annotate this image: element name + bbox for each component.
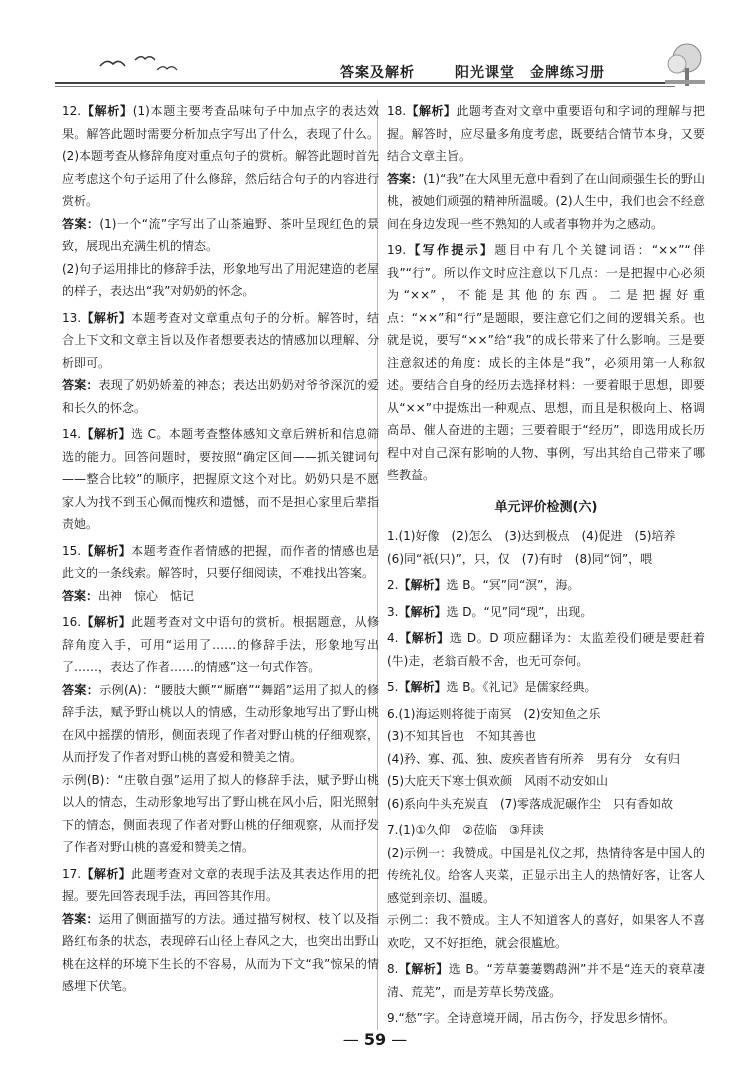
answer-item — [62, 611, 379, 859]
unit-item — [387, 1007, 705, 1030]
item-tag: 【解析】 — [81, 104, 133, 118]
answer-label: 答案： — [387, 171, 424, 186]
unit-line-text: (6)系向牛头充炭直 (7)零落成泥碾作尘 只有香如故 — [387, 796, 673, 811]
item-number: 2. — [387, 578, 399, 592]
right-column — [387, 100, 705, 1034]
header-rule — [55, 82, 675, 84]
left-column — [62, 100, 379, 1002]
unit-item — [387, 574, 705, 597]
item-number: 9. — [387, 1011, 399, 1025]
item-number: 8. — [387, 962, 399, 976]
item-number: 15. — [62, 543, 82, 558]
unit-line-text: 选 D。D 项应翻译为：太监差役们硬是要赶着(牛)走，老翁百般不舍，也无可奈何。 — [387, 631, 705, 668]
unit-item — [387, 703, 705, 816]
unit-line-text: 选 B。《礼记》是儒家经典。 — [446, 680, 597, 694]
item-answer — [387, 168, 705, 236]
unit-line — [387, 601, 705, 624]
unit-line — [387, 1007, 705, 1030]
unit-line-text: (3)不知其旨也 不知其善也 — [387, 729, 536, 743]
unit-line — [387, 627, 705, 672]
item-number: 14. — [62, 427, 82, 441]
unit-line-text: (4)矜、寡、孤、独、废疾者皆有所养 男有分 女有归 — [387, 751, 681, 766]
answer-label: 答案： — [62, 216, 100, 231]
unit-line — [387, 525, 705, 548]
unit-line-text: (1)①久仰 ②莅临 ③拜读 — [398, 823, 544, 837]
unit-line — [387, 909, 705, 954]
answer-text: 表现了奶奶娇羞的神态；表达出奶奶对爷爷深沉的爱和长久的怀念。 — [62, 378, 379, 415]
unit-line — [387, 819, 705, 842]
item-tag: 【解析】 — [398, 962, 449, 976]
answer-item — [62, 423, 379, 536]
item-number: 13. — [62, 310, 82, 325]
answer-item — [387, 100, 705, 235]
unit-line — [387, 574, 705, 597]
header-rule-thin — [55, 86, 675, 87]
item-number: 6. — [387, 706, 399, 721]
unit-item — [387, 627, 705, 672]
unit-line-text: (1)海运则将徙于南冥 (2)安知鱼之乐 — [398, 706, 601, 721]
answer-label: 答案： — [62, 588, 99, 603]
item-analysis — [62, 540, 379, 585]
answer-text: (1)一个“流”字写出了山茶遍野、茶叶呈现红色的景致，展现出充满生机的情态。 — [62, 216, 379, 253]
unit-line — [387, 548, 705, 571]
unit-line-text: (5)大庇天下寒士俱欢颜 风雨不动安如山 — [387, 774, 608, 788]
item-tag: 【解析】 — [398, 631, 450, 645]
item-analysis — [62, 611, 379, 679]
unit-item — [387, 958, 705, 1003]
item-number: 12. — [62, 104, 82, 118]
item-analysis — [62, 307, 379, 375]
item-analysis — [62, 423, 379, 536]
item-text: 题目中有几个关键词语：“××”“伴我”“行”。所以作文时应注意以下几点：一是把握中心必须为“××”，不能是其他的东西。二是把握好重点：“××”和“行”是题眼，要注意它们之间的逻辑关系。也就是说，要写“××”给“我”的成长带来了什么影响。三是要注意叙述的角度：成长的主体是“我”，必须用第一人称叙述。要结合自身的经历去选择材料：一要着眼于思想，即要从“××”中提炼出一种观点、思想，而且是积极向上、格调高昂、催人奋进的主题；三要着眼于“经历”，即选用成长历程中对自己深有影响的人物、事例，写出其给自己带来了哪些教益。 — [387, 243, 705, 482]
unit-line-text: “愁”字。全诗意境开阔，吊古伤今，抒发思乡情怀。 — [398, 1011, 675, 1025]
item-tag: 【解析】 — [81, 427, 132, 441]
item-tag: 【解析】 — [81, 866, 132, 881]
item-extra: 示例(B)：“庄敬自强”运用了拟人的修辞手法，赋予野山桃以人的情态，生动形象地写出了野山桃在风小后，阳光照射下的情态，侧面表现了作者对野山桃的仔细观察，从而抒发了作者对野山桃的喜爱和赞美之情。 — [62, 772, 379, 854]
item-text: 本题考查对文章重点句子的分析。解答时，结合上下文和文章主旨以及作者想要表达的情感加以理解、分析即可。 — [62, 310, 379, 370]
item-number: 4. — [387, 631, 399, 645]
unit-item — [387, 676, 705, 699]
answer-item — [62, 307, 379, 420]
answer-text: (1)“我”在大风里无意中看到了在山间顽强生长的野山桃，被她们顽强的精神所温暖。(2)人生中，我们也会不经意间在身边发现一些不熟知的人或者事物并为之感动。 — [387, 171, 705, 231]
tree-deco-icon — [655, 40, 715, 90]
unit-line — [387, 703, 705, 726]
item-text: 此题考查对文章中重要语句和字词的理解与把握。解答时，应尽量多角度考虑，既要结合情节本身，又要结合文章主旨。 — [387, 104, 705, 163]
item-answer — [62, 374, 379, 419]
item-tag: 【解析】 — [81, 543, 132, 558]
item-number: 18. — [387, 104, 407, 118]
unit-line-text: (2)示例一：我赞成。中国是礼仪之邦，热情待客是中国人的传统礼仪。给客人夹菜，正显示出主人的热情好客，让客人感觉到亲切、温暖。 — [387, 845, 705, 905]
item-number: 5. — [387, 680, 399, 694]
answer-label: 答案： — [62, 911, 99, 926]
page-header — [55, 40, 715, 90]
unit-line — [387, 793, 705, 816]
item-tag: 【解析】 — [398, 578, 447, 592]
item-number: 3. — [387, 604, 399, 619]
item-text: 本题考查作者情感的把握，而作者的情感也是此文的一条线索。解答时，只要仔细阅读，不难找出答案。 — [62, 543, 379, 580]
answer-text: 示例(A)：“腰肢大颤”“厮磨”“舞蹈”运用了拟人的修辞手法，赋予野山桃以人的情感，生动形象地写出了野山桃在风中摇摆的情形，侧面表现了作者对野山桃的仔细观察，从而抒发了作者对野山桃的喜爱和赞美之情。 — [62, 682, 379, 764]
answer-text: 运用了侧面描写的方法。通过描写树杈、枝丫以及指路红布条的状态，表现碎石山径上春风之大，也突出出野山桃在这样的环境下生长的不容易，从而为下文“我”惊呆的情感埋下伏笔。 — [62, 911, 379, 993]
answer-label: 答案： — [62, 378, 99, 392]
unit-line — [387, 958, 705, 1003]
item-answer — [62, 679, 379, 769]
unit-line-text: 选 B。“冥”同“溟”，海。 — [446, 578, 580, 592]
item-analysis — [62, 863, 379, 908]
item-number: 17. — [62, 866, 82, 881]
item-number: 16. — [62, 615, 82, 629]
unit-line — [387, 676, 705, 699]
unit-line — [387, 748, 705, 771]
item-text: 此题考查对文中语句的赏析。根据题意，从修辞角度入手，可用“运用了……的修辞手法，形象地写出了……，表达了作者……的情感”这一句式作答。 — [62, 615, 379, 674]
unit-item — [387, 525, 705, 570]
unit-line-text: (6)同“祇(只)”，只，仅 (7)有时 (8)同“饲”，喂 — [387, 551, 653, 566]
item-analysis — [387, 100, 705, 168]
item-tag: 【解析】 — [406, 104, 457, 118]
unit-line — [387, 725, 705, 748]
unit-line — [387, 770, 705, 793]
unit-title: 单元评价检测(六) — [494, 499, 598, 515]
item-number: 1. — [387, 529, 399, 543]
item-tag: 【解析】 — [398, 604, 447, 619]
item-tag: 【解析】 — [398, 680, 447, 694]
unit-line-text: 示例二：我不赞成。主人不知道客人的喜好，如果客人不喜欢吃，又不好拒绝，就会很尴尬。 — [387, 913, 705, 950]
answer-text: 出神 惊心 惦记 — [98, 588, 195, 603]
unit-line — [387, 842, 705, 910]
item-number: 7. — [387, 823, 399, 837]
answer-item — [387, 239, 705, 487]
item-answer — [62, 585, 379, 608]
item-tag: 【解析】 — [81, 615, 132, 629]
item-number: 19. — [387, 243, 407, 257]
item-tag: 【解析】 — [81, 310, 132, 325]
page-number: — 59 — — [342, 1030, 408, 1049]
brand-title: 阳光课堂 金牌练习册 — [455, 65, 605, 81]
section-title: 答案及解析 — [340, 65, 415, 81]
item-text: 选 C。本题考查整体感知文章后辨析和信息筛选的能力。回答问题时，要按照“确定区间——抓关键词句——整合比较”的顺序，把握原文这个对比。奶奶只是不愿家人为找不到玉心佩而愧疚和遗憾，而不是担心家里后辈指责她。 — [62, 427, 379, 531]
unit-line-text: 选 D。“见”同“现”，出现。 — [446, 604, 593, 619]
item-tag: 【写作提示】 — [406, 243, 495, 257]
item-analysis — [62, 100, 379, 213]
item-text: 此题考查对文章的表现手法及其表达作用的把握。要先回答表现手法，再回答其作用。 — [62, 866, 379, 903]
unit-line-text: (1)好像 (2)怎么 (3)达到极点 (4)促进 (5)培养 — [398, 529, 676, 543]
answer-item — [62, 540, 379, 608]
answer-item — [62, 100, 379, 303]
item-answer — [62, 213, 379, 258]
page-number-value: 59 — [363, 1030, 387, 1049]
item-text: (1)本题主要考查品味句子中加点字的表达效果。解答此题时需要分析加点字写出了什么，表现了什么。(2)本题考查从修辞角度对重点句子的赏析。解答此题时首先应考虑这个句子运用了什么修辞，然后结合句子的内容进行赏析。 — [62, 104, 380, 208]
item-answer — [62, 908, 379, 998]
answer-label: 答案： — [62, 682, 100, 697]
item-extra: (2)句子运用排比的修辞手法，形象地写出了用泥建造的老屋的样子，表达出“我”对奶奶的怀念。 — [62, 261, 380, 298]
unit-item — [387, 819, 705, 954]
birds-icon — [95, 48, 185, 78]
answer-item — [62, 863, 379, 998]
unit-line-text: 选 B。“芳草萋萋鹦鹉洲”并不是“连天的衰草凄清、荒芜”，而是芳草长势茂盛。 — [387, 962, 705, 999]
unit-item — [387, 601, 705, 624]
item-analysis — [387, 239, 705, 487]
